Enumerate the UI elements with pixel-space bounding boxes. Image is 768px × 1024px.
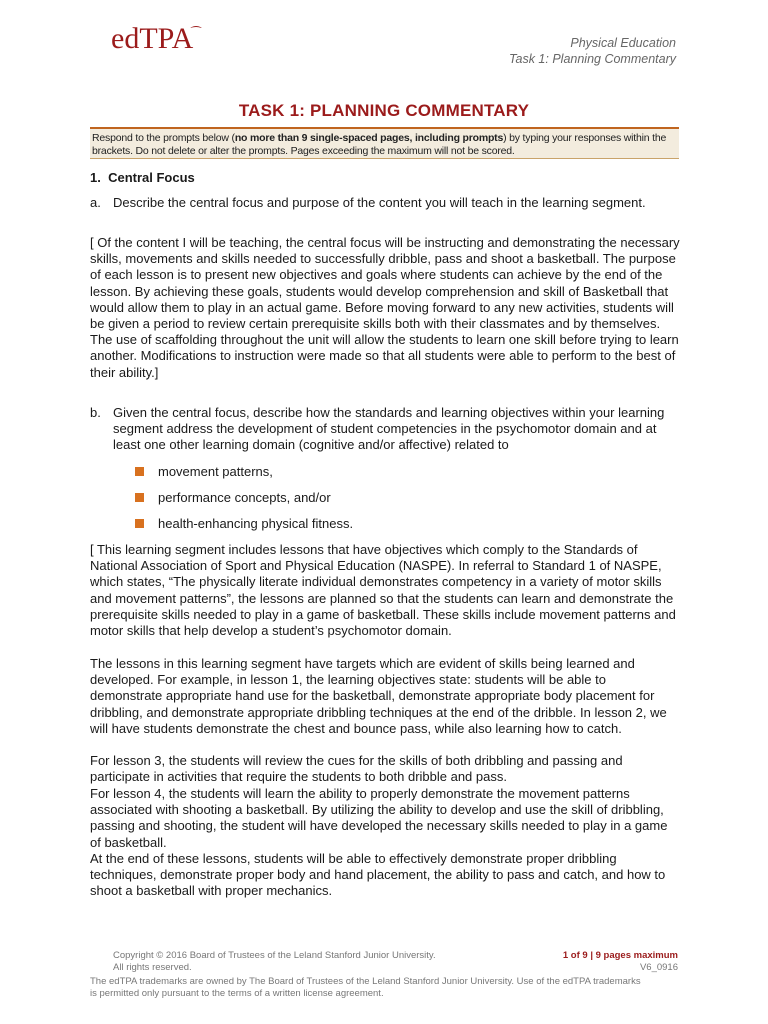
version-label: V6_0916 [639,962,678,973]
logo-mark-icon: ⁀ [191,26,201,40]
header-subject: Physical Education [570,36,676,50]
instructions-bold: no more than 9 single-spaced pages, including prompts [234,132,504,144]
prompt-a-label: a. [90,195,101,210]
response-b-paragraph-1: [ This learning segment includes lessons that have objectives which comply to the Standards of National Association of Sport and Physical Education (NASPE). In referral to Standard 1 of NASPE, which states, “The physically literate individual demonstrates competency in a variety of motor skills and movement patterns”, the lessons are planned so that the students can learn and demonstrate the prerequisite skills needed to play in a game of basketball. These skills include movement patterns and motor skills that help develop a student’s psychomotor domain. [90,542,676,639]
prompt-b [90,405,680,453]
section-heading [90,170,195,185]
footer-trademark: The edTPA trademarks are owned by The Board of Trustees of the Leland Stanford Junior University. Use of the edTPA trademarks is permitted only pursuant to the terms of a written license agreement. [90,976,641,999]
square-bullet-icon [135,467,144,476]
section-title: Central Focus [108,170,195,185]
response-b-paragraph-5: At the end of these lessons, students will be able to effectively demonstrate proper dribbling techniques, demonstrate proper body and hand placement, the ability to pass and catch, and how to shoot a basketball with proper mechanics. [90,851,666,899]
response-a: [ Of the content I will be teaching, the central focus will be instructing and demonstrating the necessary skills, movements and skills needed to successfully dribble, pass and shoot a basketball. The purpose of each lesson is to present new objectives and goals where students can achieve by the end of the lesson. By achieving these goals, students would develop comprehension and skill of Basketball that would allow them to play in an actual game. Before moving forward to any new activities, students will be given a period to review certain prerequisite skills both with their classmates and by themselves. The use of scaffolding throughout the unit will allow the students to learn one skill before trying to learn another. Modifications to instruction were made so that all students were able to perform to the best of their ability.] [90,235,680,380]
bullet-item: movement patterns, [135,464,273,480]
footer-copyright: Copyright © 2016 Board of Trustees of the Leland Stanford Junior University. All rights reserved. [113,950,436,973]
response-b-paragraph-3: For lesson 3, the students will review the cues for the skills of both dribbling and passing and participate in activities that require the students to both dribble and pass. [90,753,623,785]
page-count: 1 of 9 | 9 pages maximum [562,950,678,961]
response-b-paragraph-2: The lessons in this learning segment have targets which are evident of skills being learned and developed. For example, in lesson 1, the learning objectives state: students will be able to demonstrate appropriate hand use for the basketball, demonstrate appropriate body placement for dribbling, and demonstrate appropriate dribbling techniques at the end of the dribble. In lesson 2, we will have students demonstrate the chest and bounce pass, while also learning how to catch. [90,656,667,736]
instructions-box [90,129,679,159]
instructions-post: ) by typing your responses within the brackets. Do not delete or alter the prompts. Pages exceeding the maximum will not be scored. [92,132,667,157]
footer-page-info [563,950,678,974]
prompt-a-text: Describe the central focus and purpose of the content you will teach in the learning segment. [113,195,646,210]
header-info [509,35,676,67]
prompt-b-text: Given the central focus, describe how the standards and learning objectives within your learning segment address the development of student competencies in the psychomotor domain and at least one other learning domain (cognitive and/or affective) related to [113,405,665,452]
bullet-item: health-enhancing physical fitness. [135,516,353,532]
page-title: TASK 1: PLANNING COMMENTARY [238,101,530,120]
header-task: Task 1: Planning Commentary [509,52,676,66]
edtpa-logo: edTPA⁀ [111,22,201,55]
response-b-paragraph-4: For lesson 4, the students will learn the ability to properly demonstrate the movement patterns associated with shooting a basketball. By utilizing the ability to develop and use the skill of dribbling, passing and shooting, the student will have developed the necessary skills needed to play in a game of basketball. [90,786,668,850]
square-bullet-icon [135,493,144,502]
bullet-item: performance concepts, and/or [135,490,331,506]
prompt-b-label: b. [90,405,101,420]
square-bullet-icon [135,519,144,528]
instructions-pre: Respond to the prompts below ( [92,132,235,144]
section-number: 1. [90,170,101,185]
prompt-a [90,195,680,211]
